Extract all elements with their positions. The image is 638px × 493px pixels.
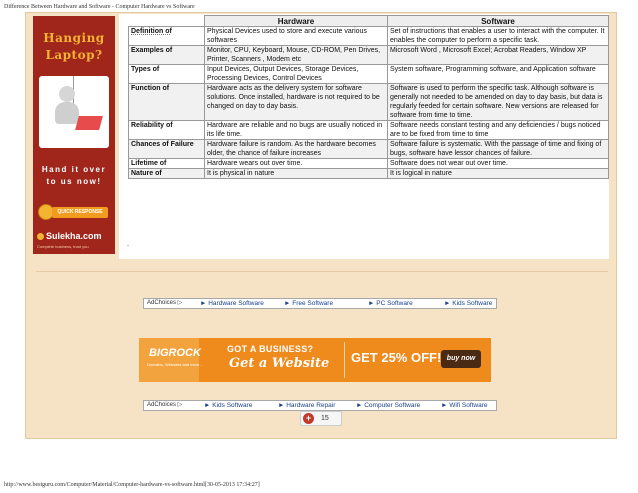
bigrock-subtitle: Domains, Websites and more... [147, 362, 203, 367]
table-row [129, 169, 609, 179]
hardware-cell: Physical Devices used to store and execute various softwares [205, 27, 388, 46]
software-cell: Software failure is systematic. With the passage of time and fixing of bugs, software have lessor chances of failure. [388, 140, 609, 159]
hardware-cell: It is physical in nature [205, 169, 388, 179]
bigrock-logo-panel [139, 338, 199, 382]
person-icon [59, 86, 75, 102]
table-row [129, 121, 609, 140]
bigrock-headline: GOT A BUSINESS? [227, 344, 314, 354]
ad-link[interactable]: ► Free Software [284, 300, 334, 307]
cta-line1: Hand it over [41, 165, 107, 174]
hardware-cell: Hardware wears out over time. [205, 159, 388, 169]
bigrock-logo: BIGROCK [149, 347, 201, 359]
row-label: Function of [129, 84, 205, 121]
table-row [129, 27, 609, 46]
hardware-cell: Monitor, CPU, Keyboard, Mouse, CD-ROM, Pen Drives, Printer, Scanners , Modem etc [205, 46, 388, 65]
sulekha-brand: Sulekha.com [46, 231, 102, 241]
sulekha-dot-icon [37, 233, 44, 240]
comparison-table [128, 15, 609, 179]
row-label: Nature of [129, 169, 205, 179]
column-header-software: Software [388, 16, 609, 27]
laptop-icon [75, 116, 103, 130]
software-cell: Software needs constant testing and any deficiencies / bugs noticed are to be fixed from time to time [388, 121, 609, 140]
banner-title-line2: Laptop? [45, 48, 103, 62]
software-cell: Microsoft Word , Microsoft Excel; Acrobat Readers, Window XP [388, 46, 609, 65]
buy-now-button[interactable]: buy now [441, 350, 481, 368]
sulekha-logo[interactable] [37, 231, 102, 241]
table-row [129, 46, 609, 65]
ad-link[interactable]: ► Wifi Software [441, 402, 488, 409]
ad-link[interactable]: ► Hardware Software [200, 300, 264, 307]
bigrock-separator [344, 342, 345, 378]
page-url: http://www.bestguru.com/Computer/Material/Computer-hardware-vs-software.html[30-05-2013 17:34:27] [4, 482, 260, 488]
banner-cta-text [33, 164, 115, 188]
software-cell: System software, Programming software, and Application software [388, 65, 609, 84]
row-label: Examples of [129, 46, 205, 65]
table-row [129, 84, 609, 121]
ad-links-bar-bottom [143, 400, 497, 411]
sulekha-ad-banner[interactable] [33, 16, 115, 254]
table-corner [129, 16, 205, 27]
row-label: Chances of Failure [129, 140, 205, 159]
divider [36, 271, 608, 272]
banner-title [33, 30, 115, 64]
quick-response-badge[interactable] [38, 204, 110, 220]
ad-link[interactable]: ► Computer Software [356, 402, 421, 409]
adchoices-link[interactable]: AdChoices ▷ [147, 300, 183, 306]
ad-links-bar-top [143, 298, 497, 309]
software-cell: Set of instructions that enables a user to interact with the computer. It enables the computer to perform a specific task. [388, 27, 609, 46]
table-row [129, 140, 609, 159]
hardware-cell: Input Devices, Output Devices, Storage Devices, Processing Devices, Control Devices [205, 65, 388, 84]
column-header-hardware: Hardware [205, 16, 388, 27]
ad-link[interactable]: ► Kids Software [444, 300, 493, 307]
hardware-cell: Hardware failure is random. As the hardware becomes older, the chance of failure increases [205, 140, 388, 159]
row-label: Reliability of [129, 121, 205, 140]
row-label: Types of [129, 65, 205, 84]
sulekha-tagline: Complete business, trust you [37, 244, 89, 249]
table-row [129, 159, 609, 169]
quick-response-button[interactable]: QUICK RESPONSE [52, 207, 108, 218]
bigrock-ad-banner[interactable] [139, 338, 491, 382]
software-cell: It is logical in nature [388, 169, 609, 179]
bigrock-website-text: Get a Website [229, 356, 330, 371]
software-cell: Software is used to perform the specific task. Although software is generally not needed to be amended on day to day basis, but data is regularly feeded for certain software. New versions are released for software from time to time. [388, 84, 609, 121]
dash-mark: - [127, 243, 129, 249]
plus-one-icon: + [303, 413, 314, 424]
banner-title-line1: Hanging [43, 31, 105, 45]
ad-link[interactable]: ► PC Software [368, 300, 413, 307]
row-label: Lifetime of [129, 159, 205, 169]
bigrock-offer: GET 25% OFF! [351, 350, 442, 365]
table-row [129, 65, 609, 84]
software-cell: Software does not wear out over time. [388, 159, 609, 169]
cta-line2: to us now! [46, 177, 102, 186]
ad-link[interactable]: ► Kids Software [204, 402, 253, 409]
row-label: Definition of [129, 27, 205, 46]
hardware-cell: Hardware acts as the delivery system for software solutions. Once installed, hardware is not required to be changed on day to day basis. [205, 84, 388, 121]
plus-one-count: 15 [321, 415, 329, 422]
page-title: Difference Between Hardware and Software - Computer Hardware vs Software [4, 4, 195, 10]
hardware-cell: Hardware are reliable and no bugs are usually noticed in its life time. [205, 121, 388, 140]
google-plus-one-button[interactable] [300, 411, 342, 426]
adchoices-link[interactable]: AdChoices ▷ [147, 402, 183, 408]
person-body [55, 102, 79, 124]
ad-link[interactable]: ► Hardware Repair [278, 402, 336, 409]
